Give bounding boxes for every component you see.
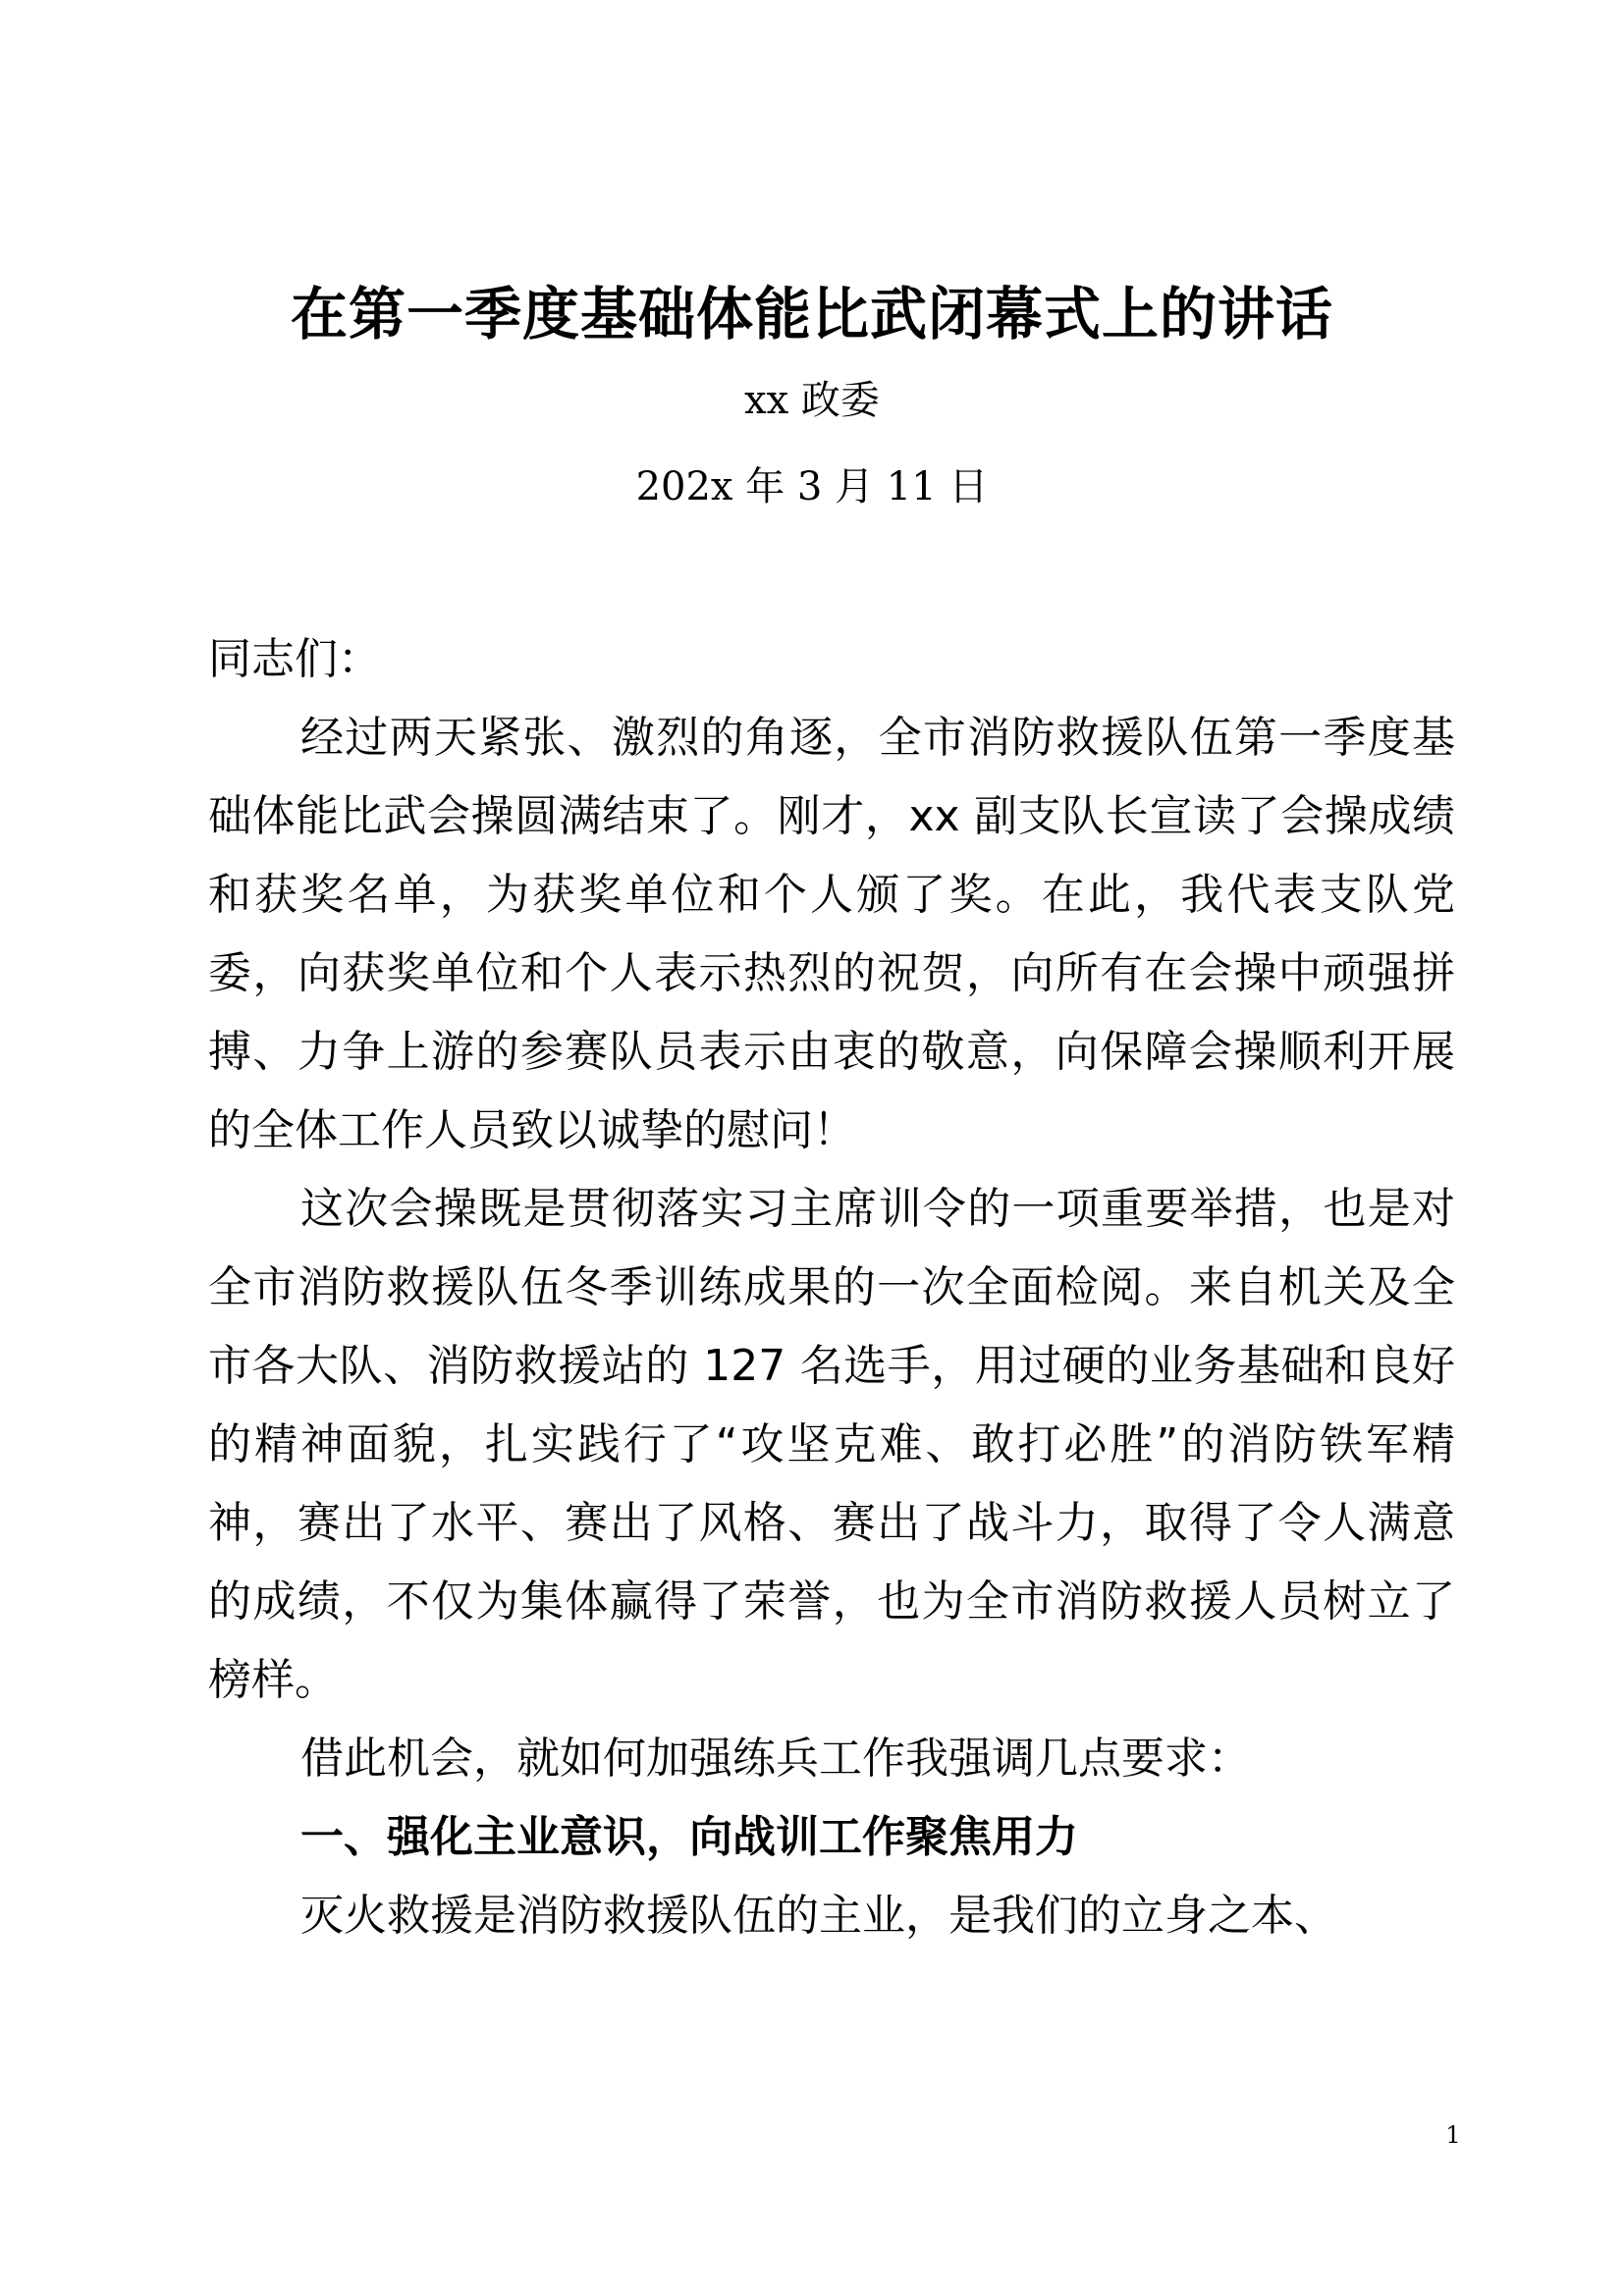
section-heading-1: 一、强化主业意识，向战训工作聚焦用力 — [300, 1812, 1078, 1862]
document-title: 在第一季度基础体能比武闭幕式上的讲话 — [290, 281, 1333, 347]
document-author: xx 政委 — [744, 378, 880, 423]
paragraph-2: 这次会操既是贯彻落实习主席训令的一项重要举措，也是对全市消防救援队伍冬季训练成果的一次全面检阅。来自机关及全市各大队、消防救援站的 127 名选手，用过硬的业务基础和良好的精神面貌，扎实践行了“攻坚克难、敢打必胜”的消防铁军精神，赛出了水平、赛出了风格、赛出了战斗力，取得了令人满意的成绩，不仅为集体赢得了荣誉，也为全市消防救援人员树立了榜样。 — [208, 1184, 1455, 1705]
paragraph-1: 经过两天紧张、激烈的角逐，全市消防救援队伍第一季度基础体能比武会操圆满结束了。刚才，xx 副支队长宣读了会操成绩和获奖名单，为获奖单位和个人颁了奖。在此，我代表支队党委，向获奖单位和个人表示热烈的祝贺，向所有在会操中顽强拼搏、力争上游的参赛队员表示由衷的敬意，向保障会操顺利开展的全体工作人员致以诚挚的慰问！ — [208, 713, 1455, 1155]
document-body — [208, 620, 1455, 1955]
paragraph-4: 灭火救援是消防救援队伍的主业，是我们的立身之本、 — [300, 1891, 1337, 1941]
document-date: 202x 年 3 月 11 日 — [635, 464, 989, 509]
paragraph-3: 借此机会，就如何加强练兵工作我强调几点要求： — [300, 1734, 1251, 1784]
salutation: 同志们： — [208, 634, 381, 684]
page-number: 1 — [1445, 2121, 1461, 2149]
